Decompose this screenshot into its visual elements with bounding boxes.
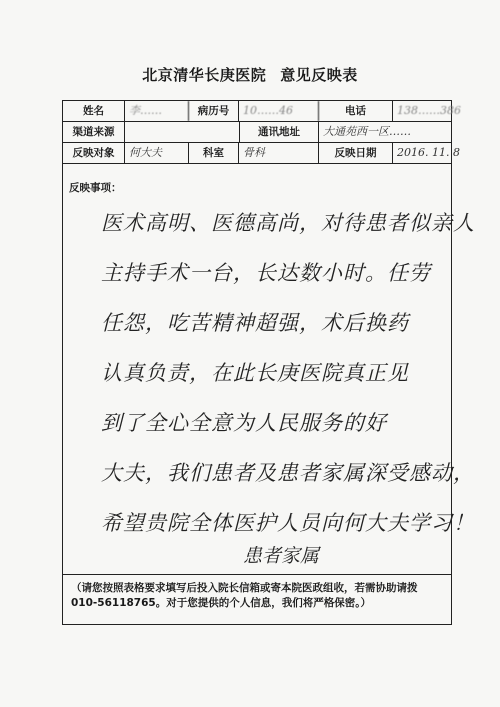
footer-line-2: 010-56118765。对于您提供的个人信息，我们将严格保密。） — [71, 597, 371, 609]
form-title — [0, 64, 500, 85]
address-label: 通讯地址 — [239, 122, 319, 142]
form-row-contact — [63, 122, 451, 143]
record-number-value[interactable]: 10……46 — [239, 101, 319, 121]
record-number-label: 病历号 — [189, 101, 239, 121]
source-value[interactable] — [125, 122, 239, 142]
phone-label: 电话 — [319, 101, 393, 121]
address-value[interactable]: 大通苑西一区…… — [323, 125, 411, 138]
name-value[interactable]: 李…… — [125, 101, 189, 121]
feedback-body[interactable] — [101, 205, 475, 555]
feedback-form — [62, 100, 475, 625]
target-label: 反映对象 — [63, 143, 125, 163]
feedback-label: 反映事项： — [69, 182, 122, 194]
feedback-line: 希望贵院全体医护人员向何大夫学习！ — [101, 511, 475, 535]
feedback-line: 大夫，我们患者及患者家属深受感动， — [101, 461, 475, 485]
form-row-target — [63, 143, 460, 164]
date-value[interactable]: 2016. 11. 8 — [397, 146, 460, 159]
hospital-name: 北京清华长庚医院 — [142, 66, 267, 84]
form-name: 意见反映表 — [280, 66, 358, 84]
feedback-line: 主持手术一台，长达数小时。任劳 — [101, 261, 431, 285]
feedback-line: 任怨，吃苦精神超强，术后换药 — [101, 311, 409, 335]
form-row-personal — [63, 101, 461, 122]
department-value[interactable]: 骨科 — [239, 143, 319, 163]
feedback-line: 认真负责，在此长庚医院真正见 — [101, 361, 409, 385]
phone-value[interactable]: 138……386 — [397, 104, 461, 117]
name-label: 姓名 — [63, 101, 125, 121]
form-footer-note — [63, 574, 451, 624]
department-label: 科室 — [189, 143, 239, 163]
signature: 患者家属 — [243, 545, 320, 567]
date-label: 反映日期 — [319, 143, 393, 163]
feedback-line: 到了全心全意为人民服务的好 — [101, 411, 387, 435]
target-value[interactable]: 何大夫 — [125, 143, 189, 163]
source-label: 渠道来源 — [63, 122, 125, 142]
footer-line-1: （请您按照表格要求填写后投入院长信箱或寄本院医政组收，若需协助请拨 — [71, 582, 418, 594]
feedback-line: 医术高明、医德高尚，对待患者似亲人 — [101, 211, 475, 235]
